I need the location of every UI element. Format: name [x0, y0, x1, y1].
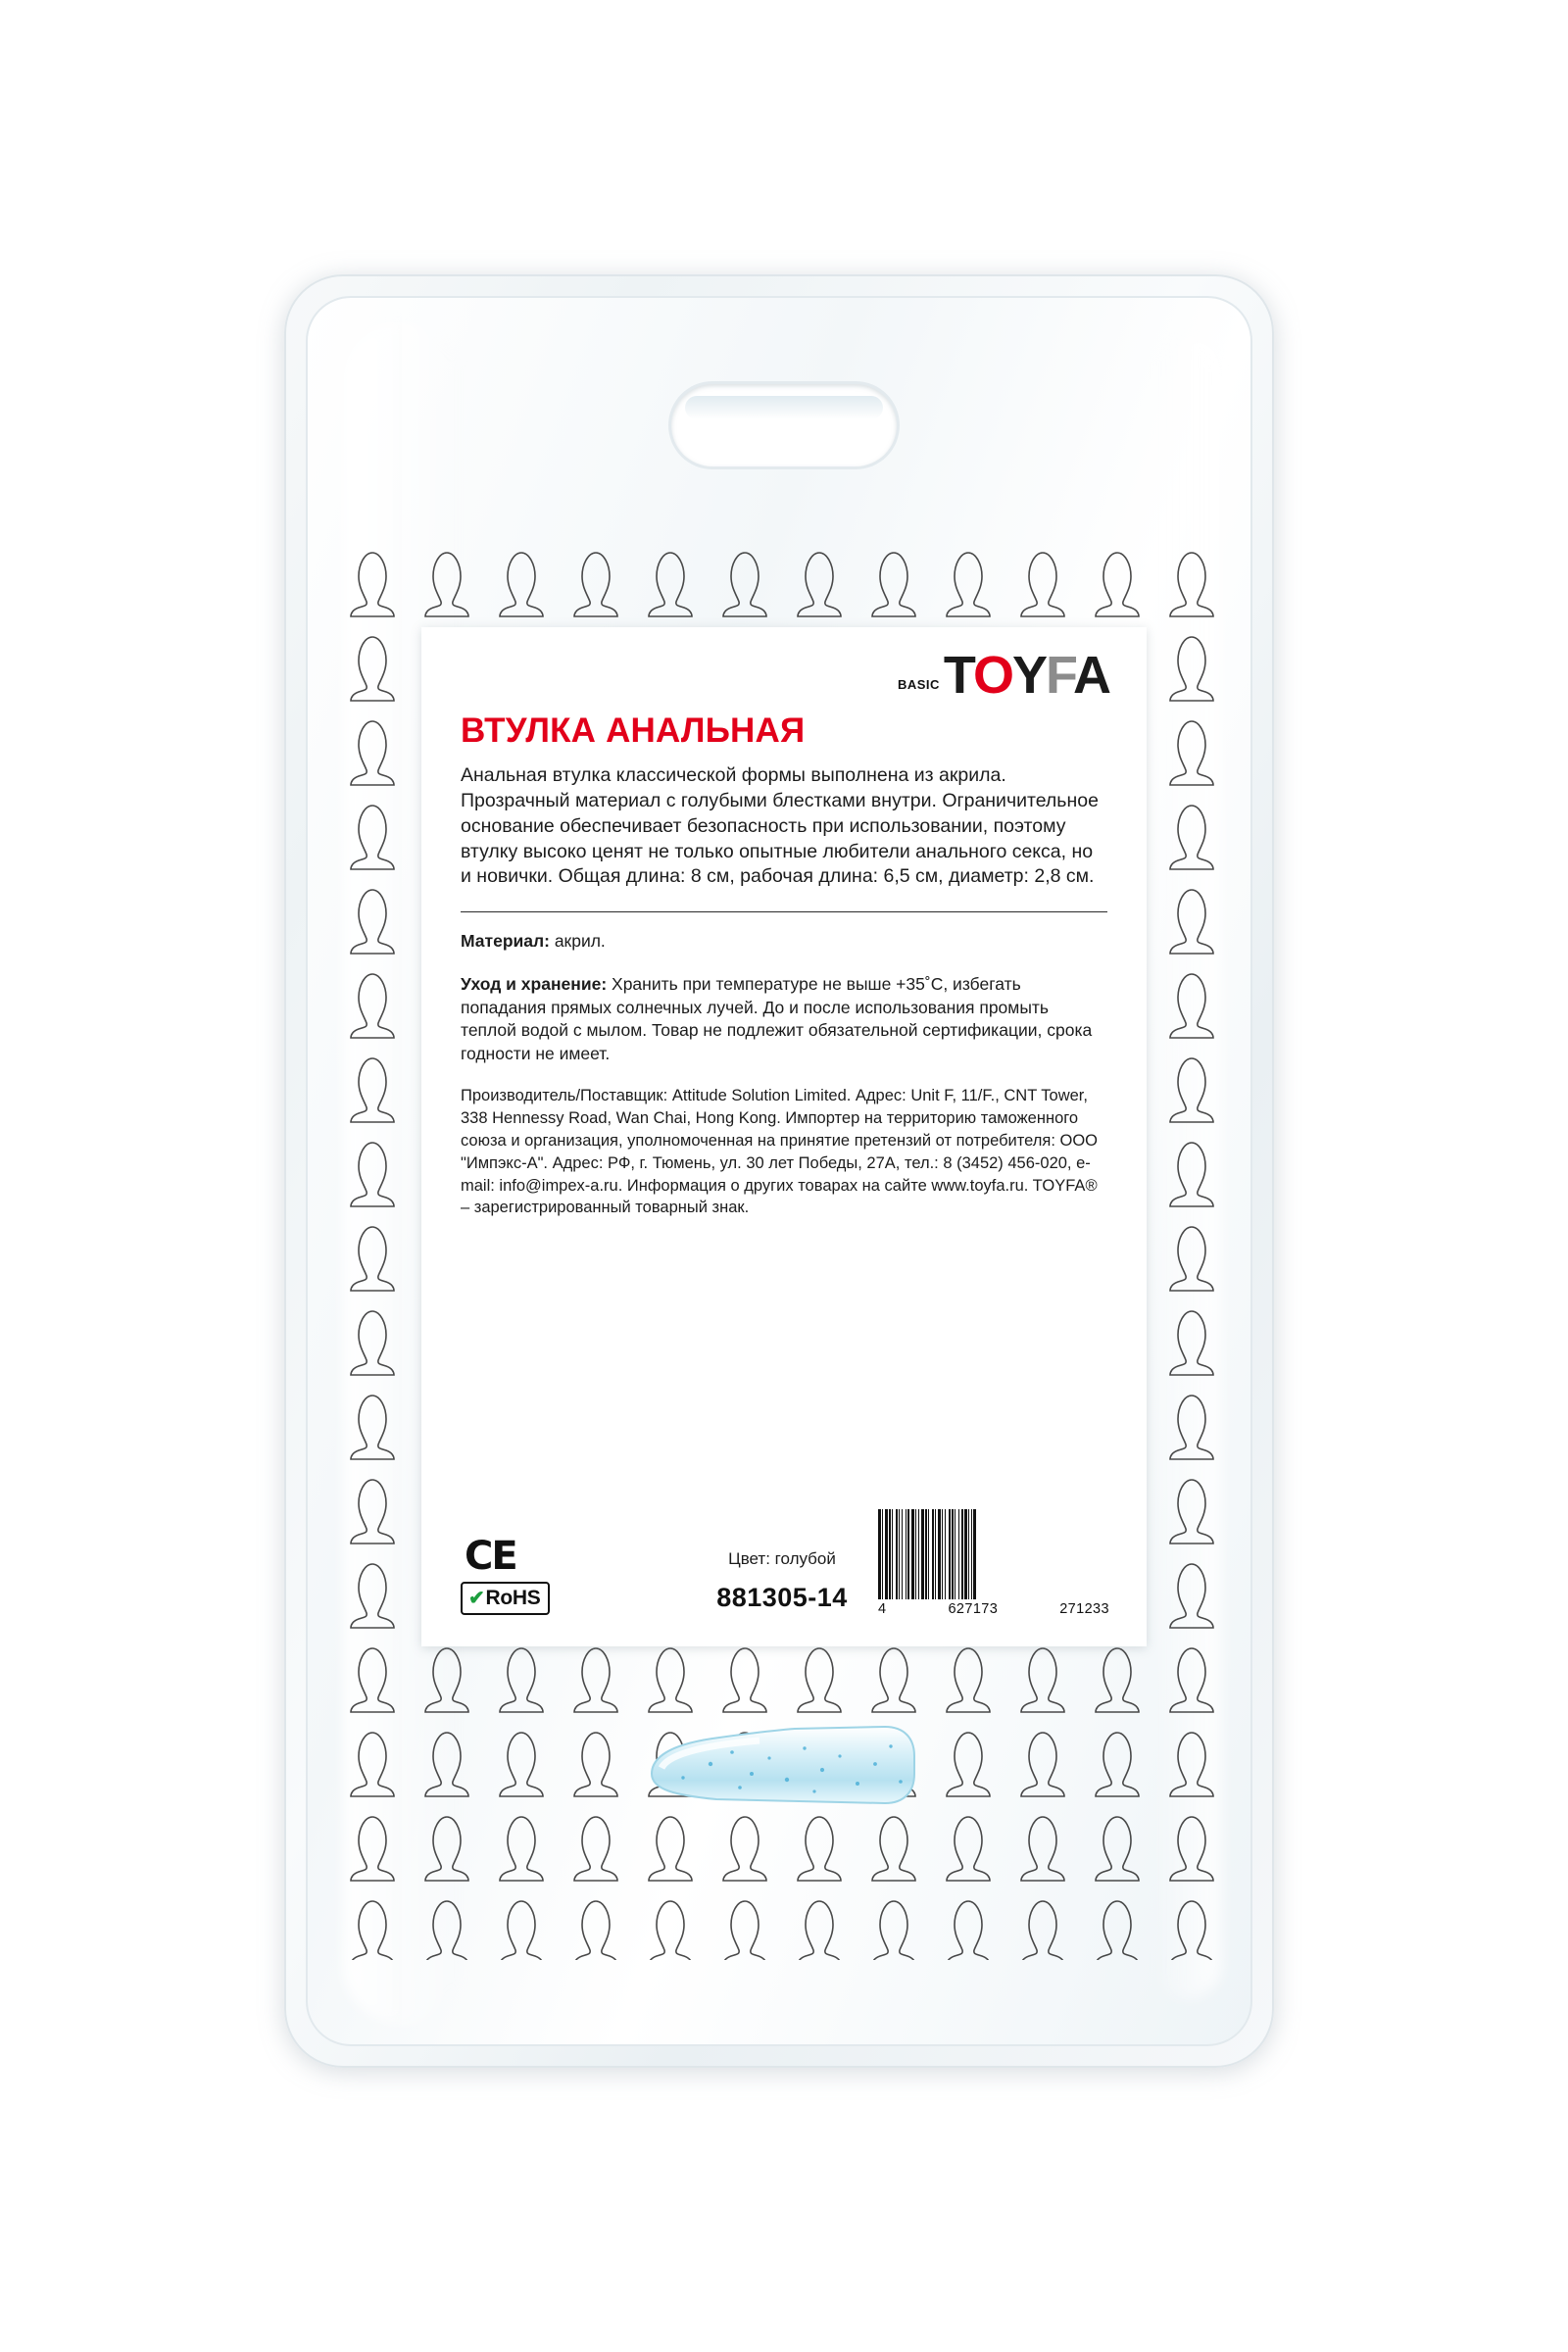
product-image: [622, 1705, 946, 1823]
plug-silhouette-icon: [1166, 717, 1217, 790]
plug-silhouette-icon: [1166, 1054, 1217, 1127]
plug-silhouette-icon: [347, 717, 398, 790]
brand-logo: [897, 646, 1109, 705]
material-value: акрил.: [554, 931, 606, 952]
plug-silhouette-icon: [868, 1897, 919, 1960]
plug-silhouette-icon: [943, 549, 994, 621]
product-label-card: [421, 627, 1147, 1646]
label-footer: [461, 1501, 1109, 1619]
plug-silhouette-icon: [1017, 1729, 1068, 1801]
plug-silhouette-icon: [794, 549, 845, 621]
plug-silhouette-icon: [1092, 1813, 1143, 1886]
barcode-digits: [878, 1601, 1109, 1617]
plug-silhouette-icon: [347, 1560, 398, 1633]
plug-silhouette-icon: [943, 1813, 994, 1886]
plug-silhouette-icon: [421, 549, 472, 621]
page-title: ВТУЛКА АНАЛЬНАЯ: [461, 711, 806, 750]
product-description: Анальная втулка классической формы выполнена из акрила. Прозрачный материал с голубыми блестками внутри. Ограничительное основание обеспечивает безопасность при использовании, поэтому втулку высоко ценят не только опытные любители анального секса, но и новички. Общая длина: 8 см, рабочая длина: 6,5 см, диаметр: 2,8 см.: [461, 763, 1099, 888]
plug-silhouette-icon: [719, 1897, 770, 1960]
plug-silhouette-icon: [347, 802, 398, 874]
plug-silhouette-icon: [496, 1644, 547, 1717]
care-label: Уход и хранение:: [461, 973, 608, 994]
plug-silhouette-icon: [1166, 549, 1217, 621]
plug-silhouette-icon: [1166, 1307, 1217, 1380]
legal-text: Производитель/Поставщик: Attitude Solution Limited. Адрес: Unit F, 11/F., CNT Tower, 338 Hennessy Road, Wan Chai, Hong Kong. Импортер на территорию таможенного союза и организация, уполномоченная на принятие претензий от потребителя: ООО "Импэкс-А". Адрес: РФ, г. Тюмень, ул. 30 лет Победы, 27А, тел.: 8 (3452) 456-020, e-mail: info@impex-a.ru. Информация о других товарах на сайте www.toyfa.ru. TOYFA® – зарегистрированный товарный знак.: [461, 1087, 1099, 1217]
material-label: Материал:: [461, 931, 550, 952]
plug-silhouette-icon: [1166, 1729, 1217, 1801]
brand-prefix: BASIC: [897, 677, 940, 692]
plug-silhouette-icon: [1166, 1223, 1217, 1296]
plug-silhouette-icon: [943, 1729, 994, 1801]
plug-silhouette-icon: [1092, 1729, 1143, 1801]
pattern-row: [341, 549, 1223, 621]
plug-silhouette-icon: [1092, 1897, 1143, 1960]
plug-silhouette-icon: [496, 549, 547, 621]
plug-silhouette-icon: [719, 549, 770, 621]
color-line: Цвет: голубой: [728, 1549, 836, 1568]
plug-silhouette-icon: [1166, 970, 1217, 1043]
barcode: [878, 1509, 1109, 1617]
article-number: 881305-14: [716, 1583, 848, 1612]
plug-silhouette-icon: [347, 970, 398, 1043]
plug-silhouette-icon: [1166, 1392, 1217, 1464]
plug-silhouette-icon: [868, 549, 919, 621]
plug-silhouette-icon: [347, 886, 398, 958]
care-line: [461, 973, 1107, 1066]
plug-silhouette-icon: [347, 1223, 398, 1296]
plug-silhouette-icon: [347, 1644, 398, 1717]
plug-silhouette-icon: [1017, 1644, 1068, 1717]
plug-silhouette-icon: [868, 1813, 919, 1886]
rohs-icon: [461, 1582, 550, 1615]
plug-silhouette-icon: [347, 1729, 398, 1801]
plug-silhouette-icon: [645, 1897, 696, 1960]
plug-silhouette-icon: [421, 1729, 472, 1801]
plug-silhouette-icon: [1166, 886, 1217, 958]
pattern-row: [341, 1897, 1223, 1960]
care-text: Хранить при температуре не выше +35˚С, избегать попадания прямых солнечных лучей. До и после использования промыть теплой водой с мылом. Товар не подлежит обязательной сертификации, срока годности не имеет.: [461, 973, 1093, 1063]
plug-silhouette-icon: [645, 1813, 696, 1886]
brand-name: TOYFA: [943, 646, 1109, 705]
plug-silhouette-icon: [1166, 1560, 1217, 1633]
plug-silhouette-icon: [347, 1139, 398, 1211]
plug-silhouette-icon: [1166, 1897, 1217, 1960]
plug-silhouette-icon: [347, 1054, 398, 1127]
plug-silhouette-icon: [1166, 1644, 1217, 1717]
plug-silhouette-icon: [421, 1644, 472, 1717]
plug-silhouette-icon: [570, 549, 621, 621]
certification-marks: [461, 1534, 608, 1615]
euro-hang-hole: [671, 384, 897, 466]
plug-silhouette-icon: [421, 1813, 472, 1886]
plug-silhouette-icon: [1166, 802, 1217, 874]
plug-silhouette-icon: [570, 1729, 621, 1801]
plug-silhouette-icon: [1166, 1139, 1217, 1211]
plug-silhouette-icon: [1166, 1813, 1217, 1886]
pattern-row: [341, 1813, 1223, 1886]
material-line: [461, 930, 1107, 954]
plug-silhouette-icon: [1166, 633, 1217, 706]
plug-silhouette-icon: [943, 1897, 994, 1960]
check-icon: ✔: [468, 1588, 485, 1609]
plug-silhouette-icon: [645, 549, 696, 621]
plug-silhouette-icon: [794, 1813, 845, 1886]
barcode-digit-left: 4: [878, 1601, 887, 1617]
ce-icon: CE: [465, 1534, 516, 1579]
plug-silhouette-icon: [1092, 1644, 1143, 1717]
plug-silhouette-icon: [347, 1897, 398, 1960]
plug-silhouette-icon: [570, 1644, 621, 1717]
plug-silhouette-icon: [347, 1813, 398, 1886]
plug-silhouette-icon: [496, 1729, 547, 1801]
plug-silhouette-icon: [347, 1392, 398, 1464]
rohs-label: RoHS: [485, 1587, 541, 1609]
plug-silhouette-icon: [570, 1897, 621, 1960]
plug-silhouette-icon: [347, 1307, 398, 1380]
plug-silhouette-icon: [496, 1897, 547, 1960]
barcode-bars: [878, 1509, 1109, 1599]
plug-silhouette-icon: [347, 1476, 398, 1548]
plug-silhouette-icon: [570, 1813, 621, 1886]
divider: [461, 911, 1107, 912]
plug-silhouette-icon: [421, 1897, 472, 1960]
plug-silhouette-icon: [1166, 1476, 1217, 1548]
plug-silhouette-icon: [719, 1813, 770, 1886]
plug-silhouette-icon: [1017, 1897, 1068, 1960]
plug-silhouette-icon: [943, 1644, 994, 1717]
plug-silhouette-icon: [347, 549, 398, 621]
plug-silhouette-icon: [794, 1897, 845, 1960]
plug-silhouette-icon: [1017, 1813, 1068, 1886]
plug-silhouette-icon: [1017, 549, 1068, 621]
plug-silhouette-icon: [496, 1813, 547, 1886]
plug-silhouette-icon: [1092, 549, 1143, 621]
plug-silhouette-icon: [347, 633, 398, 706]
barcode-digit-right: 271233: [1059, 1601, 1109, 1617]
barcode-digit-mid: 627173: [948, 1601, 999, 1617]
